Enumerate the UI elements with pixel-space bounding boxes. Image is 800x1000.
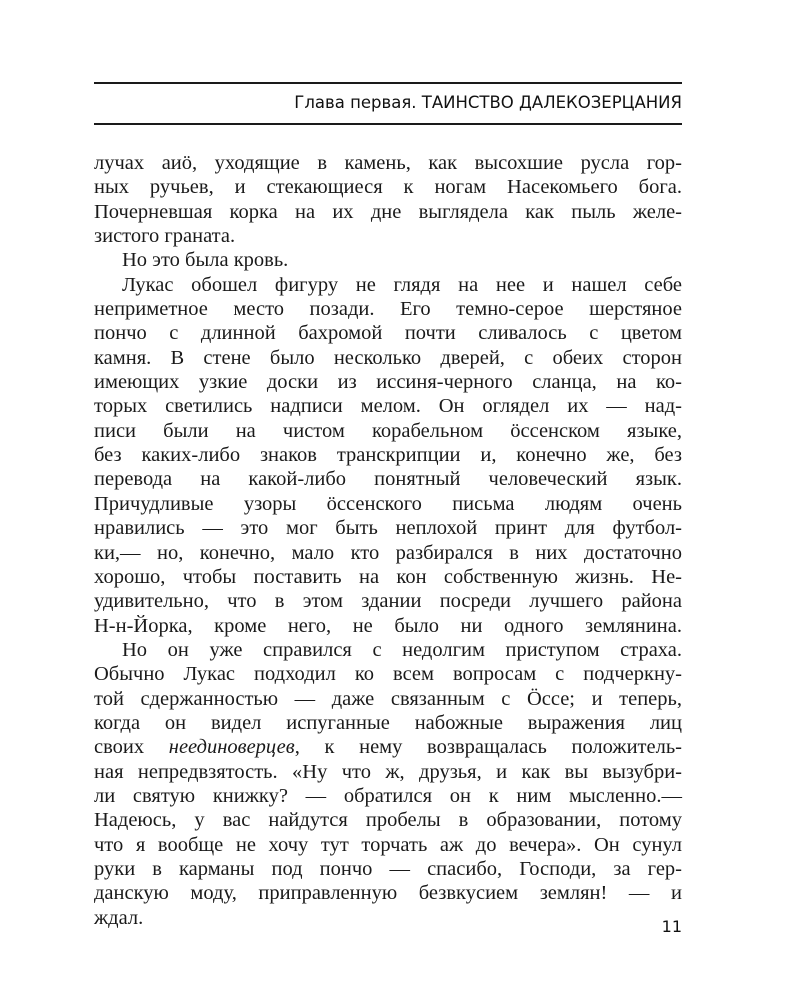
text-line: хорошо, чтобы поставить на кон собственную жизнь. Не- [94, 565, 682, 588]
text-line: ли святую книжку? — обратился он к ним мысленно.— [94, 784, 682, 807]
text-line: когда он видел испуганные набожные выражения лиц [94, 711, 682, 734]
text-line: Но это была кровь. [122, 249, 289, 272]
page-number: 11 [661, 917, 682, 936]
text-line: ная непредвзятость. «Ну что ж, друзья, и как вы вызубри- [94, 760, 682, 783]
text-line: пончо с длинной бахромой почти сливалось с цветом [94, 322, 682, 345]
text-line: данскую моду, приправленную безвкусием землян! — и [94, 882, 682, 905]
text-line: перевода на какой-либо понятный человеческий язык. [94, 468, 682, 491]
text-line: Н-н-Йорка, кроме него, не было ни одного землянина. [94, 614, 682, 637]
text-line: ки,— но, конечно, мало кто разбирался в них достаточно [94, 541, 682, 564]
text-line: Обычно Лукас подходил ко всем вопросам с подчеркну- [94, 663, 682, 686]
text-line: торых светились надписи мелом. Он оглядел их — над- [94, 395, 682, 418]
text-line: удивительно, что в этом здании посреди лучшего района [94, 590, 682, 613]
text-line: Но он уже справился с недолгим приступом страха. [122, 638, 682, 661]
text-line: писи были на чистом корабельном öссенском языке, [94, 419, 682, 442]
running-header: Глава первая. ТАИНСТВО ДАЛЕКОЗЕРЦАНИЯ [294, 93, 682, 112]
text-line: имеющих узкие доски из иссиня-черного сланца, на ко- [94, 371, 682, 394]
text-line: ждал. [94, 906, 144, 929]
text-line: той сдержанностью — даже связанным с Öссе; и теперь, [94, 687, 682, 710]
text-line: руки в карманы под пончо — спасибо, Господи, за гер- [94, 857, 682, 880]
text-line: Почерневшая корка на их дне выглядела как пыль желе- [94, 200, 682, 223]
text-line: что я вообще не хочу тут торчать аж до вечера». Он сунул [94, 833, 682, 856]
text-line [94, 735, 682, 759]
text-line: без каких-либо знаков транскрипции и, конечно же, без [94, 444, 682, 467]
text-fragment: , к нему возвращалась положитель- [294, 736, 683, 759]
header-rule-bottom [94, 123, 682, 125]
text-line: нравились — это мог быть неплохой принт для футбол- [94, 517, 682, 540]
text-line: камня. В стене было несколько дверей, с обеих сторон [94, 346, 682, 369]
italic-term: неединоверцев [168, 736, 295, 759]
text-line: Лукас обошел фигуру не глядя на нее и нашел себе [122, 273, 682, 296]
text-line: зистого граната. [94, 225, 236, 248]
body-text [94, 151, 682, 930]
text-fragment: своих [94, 736, 145, 759]
text-line: неприметное место позади. Его темно-серое шерстяное [94, 298, 682, 321]
text-line: лучах аиö, уходящие в камень, как высохшие русла гор- [94, 152, 682, 174]
text-line: ных ручьев, и стекающиеся к ногам Насекомьего бога. [94, 176, 682, 199]
header-rule-top [94, 82, 682, 84]
text-line: Причудливые узоры öссенского письма людям очень [94, 492, 682, 515]
text-line: Надеюсь, у вас найдутся пробелы в образовании, потому [94, 809, 682, 832]
